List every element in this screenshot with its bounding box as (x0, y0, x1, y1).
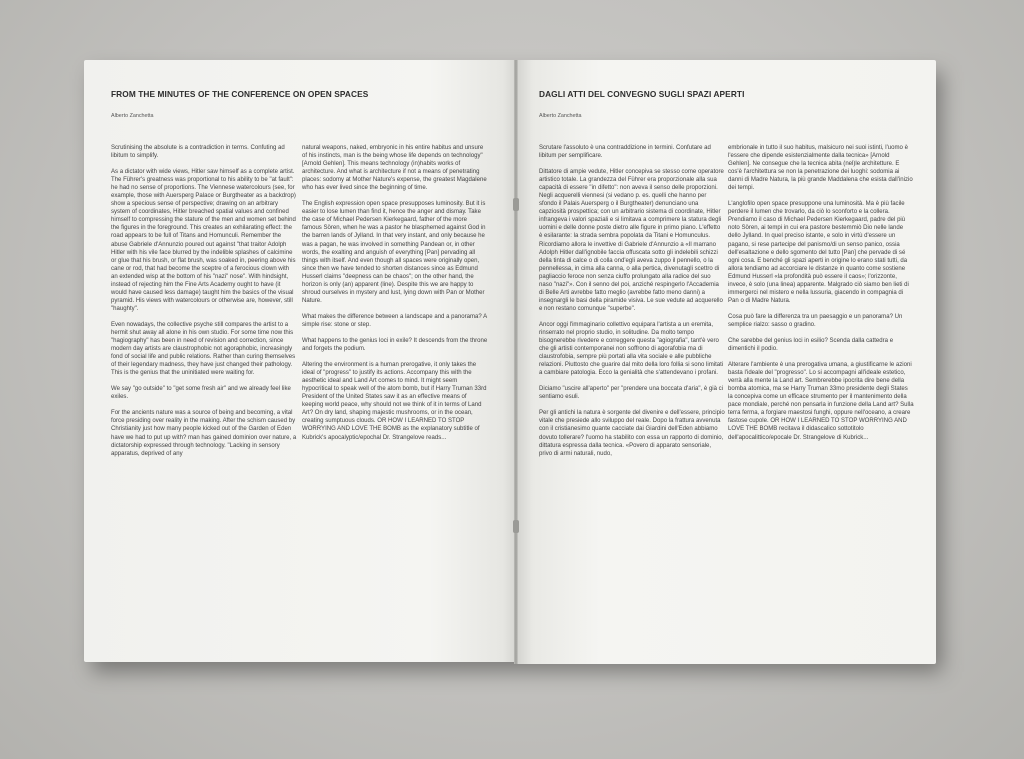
paragraph: L'anglofilo open space presuppone una luminosità. Ma è più facile perdere il lumen che trovarlo, da ciò lo sconforto e la collera. Prendiamo il caso di Michael Pedersen Kierkegaard, padre del più noto Sören, ai tempi in cui era pastore bestemmiò Dio nelle lande dello Jylland. In quel preciso istante, e solo in virtù d'essere un pagano, si rese partecipe del panismo/di un senso panico, ossia dell'esaltazione e dello sgomento del tutto [Pan] che pervade di sé ogni cosa. E benché gli spazi aperti in origine lo erano stati tutti, da allora tendiamo ad accorciare le distanze in quanto come sostiene Edmund Husserl «la profondità può essere il caos»; l'orizzonte, invece, è solo (una linea) apparente. Malgrado ciò siamo ben lieti di immergerci nel mistero e nella lussuria, giacendo in compagnia di Pan o di Madre Natura. (728, 201, 909, 304)
paragraph: Even nowadays, the collective psyche still compares the artist to a hermit shut away all alone in his own studio. For some time now this "hagiography" has been in need of revision and correction, since modern day artists are claustrophobic not agoraphobic, increasingly fond of social life and public relations. Rather than curing themselves of their legendary madness, they have just changed their pathology. This is the genius that the uninitiated were waiting for. (111, 321, 296, 377)
paragraph: Diciamo "uscire all'aperto" per "prendere una boccata d'aria", è già ci sentiamo esuli. (539, 386, 723, 401)
paragraph: The English expression open space presupposes luminosity. But it is easier to lose lumen than find it, hence the anger and dismay. Take the case of Michael Pedersen Kierkegaard, father of the more famous Sören, when he was a pastor he blasphemed against God in the barren lands of Jylland. In that very instant, and only because he was a pagan, he was involved in something Pandean or, in other words, the exalting and anguish of everything [Pan] pervading all things with itself. And even though all spaces were originally open, since then we have tended to shorten distances since as Edmund Husserl claims "deepness can be chaos"; on the other hand, the horizon is only (an) apparent (line). Despite this we are happy to shroud ourselves in mystery and lust, lying down with Pan or Mother Nature. (302, 201, 486, 304)
paragraph: Cosa può fare la differenza tra un paesaggio e un panorama? Un semplice rialzo: sasso o gradino. (728, 313, 903, 328)
author-name: Alberto Zanchetta (111, 113, 154, 119)
paragraph: Che sarebbe del genius loci in esilio? Scenda dalla cattedra e dimentichi il podio. (728, 337, 894, 353)
page-title: DAGLI ATTI DEL CONVEGNO SUGLI SPAZI APERTI (539, 89, 745, 99)
paragraph: embrionale in tutto il suo habitus, malsicuro nei suoi istinti, l'uomo è l'essere che dipende esistenzialmente dalla tecnica» [Arnold Gehlen]. Ne consegue che la tecnica abita (nel)le architetture. E cos'è l'architettura se non la penetrazione dei luoghi: sodomia ai danni di Madre Natura, la più grande Maddalena che esista dall'inizio dei tempi. (728, 145, 913, 192)
paragraph: Scrutinising the absolute is a contradiction in terms. Confuting ad libitum to simplify. (111, 145, 285, 160)
paragraph: Altering the environment is a human prerogative, it only takes the ideal of "progress" to justify its actions. Accompany this with the aesthetic ideal and Land Art comes to mind. It might seem hypocritical to speak well of the atom bomb, but if Harry Truman 33rd President of the United States saw it as an effective means of keeping world peace, why should not we think of it in terms of Land Art? On dry land, shaping majestic mushrooms, or in the ocean, creating sumptuous clouds. OR HOW I LEARNED TO STOP WORRYING AND LOVE THE BOMB as the explanatory subtitle of Kubrick's apocalyptic/epochal Dr. Strangelove reads... (302, 362, 487, 441)
paragraph: We say "go outside" to "get some fresh air" and we already feel like exiles. (111, 386, 291, 401)
text-column-2 (728, 144, 914, 450)
paragraph: natural weapons, naked, embryonic in his entire habitus and unsure of his instincts, man is the being whose life depends on technology" [Arnold Gehlen]. This means technology (in)habits works of architecture. And what is architecture if not a means of penetrating places: sodomy at Mother Nature's expense, the greatest Magdalene who has ever lived since the beginning of time. (302, 145, 487, 192)
paragraph: For the ancients nature was a source of being and becoming, a vital force presiding over reality in the making. After the schism caused by Christianity just how many people kicked out of the Garden of Eden have we had to put up with? man has gained dominion over nature, a dictatorship expressed through technology. "Lacking in sensory apparatus, deprived of any (111, 410, 297, 457)
paragraph: As a dictator with wide views, Hitler saw himself as a complete artist. The Führer's greatness was proportional to his ability to be "at fault": he had no sense of proportions. The Viennese watercolours (see, for example, those with Auersperg Palace or Burgtheater as a backdrop) show a specious sense of perspective; drawing on an arbitrary system of coordinates, Hitler breached spatial values and confined himself to compressing the stature of the men and women set behind the figures in the foreground. This creates an exhilarating effect: the road appears to be full of Titans and Homunculi. Remember the abuse Gabriele d'Annunzio poured out against "that traitor Adolph Hitler with his vile face blurred by the indelible splashes of calcimine or glue that his brush, or flat brush, was soaked in, peering above his cane or rod, that had become the sceptre of a ferocious clown with an extended wisp at the bottom of his "nazi" nose". With hindsight, instead of rejecting him the Fine Arts Academy ought to have (it would have caused less damage) taught him the basics of the visual pyramid. His views with watercolours or otherwise are, however, still "haughty". (111, 169, 296, 312)
paragraph: Scrutare l'assoluto è una contraddizione in termini. Confutare ad libitum per semplificare. (539, 145, 711, 160)
page-title: FROM THE MINUTES OF THE CONFERENCE ON OPEN SPACES (111, 89, 369, 99)
text-column-1 (539, 144, 725, 466)
paragraph: What makes the difference between a landscape and a panorama? A simple rise: stone or step. (302, 313, 487, 328)
paragraph: Dittatore di ampie vedute, Hitler concepiva se stesso come operatore artistico totale. La grandezza del Führer era proporzionale alla sua capacità di essere "in difetto": non aveva il senso delle proporzioni. Negli acquerelli viennesi (si vedano p. es. quelli che hanno per sfondo il Palais Auersperg o il Burgtheater) denunciano una capziosità prospettica; con un arbitrario sistema di coordinate, Hitler infrangeva i valori spaziali e si limitava a comprimere la statura degli uomini e delle donne poste dietro alle figure in primo piano. L'effetto è esilarante: la strada sembra popolata da Titani e Homunculus. Ricordiamo allora le invettive di Gabriele d'Annunzio a «Il marrano Adolph Hitler dall'ignobile faccia offuscata sotto gli indelebili schizzi della tinta di calce o di colla ond'egli aveva zuppo il pennello, o la pennellessa, in cima alla canna, o alla pertica, divenutagli scettro di pagliaccio feroce non senza ciuffo prolungato alla radice del suo naso "nazi"». Con il senno del poi, anziché respingerlo l'Accademia di Belle Arti avrebbe fatto meglio (avrebbe fatto meno danni) a insegnargli le basi della piramide visiva. Le sue vedute ad acquerello e non restano comunque "superbe". (539, 169, 724, 312)
text-column-1 (111, 144, 297, 466)
staple (513, 520, 519, 533)
author-name: Alberto Zanchetta (539, 113, 582, 119)
paragraph: What happens to the genius loci in exile? It descends from the throne and forgets the podium. (302, 337, 488, 353)
paragraph: Alterare l'ambiente è una prerogativa umana, a giustificarne le azioni basta l'ideale del "progresso". Lo si accompagni all'ideale estetico, verrà alla mente la Land art. Sembrerebbe ipocrita dire bene della bomba atomica, ma se Harry Truman 33mo presidente degli States la concepiva come un efficace strumento per il mantenimento della pace mondiale, perché non pensarla in funzione della Land art? Sulla terra ferma, a forgiare maestosi funghi, oppure nell'oceano, a creare fastose cupole. OR HOW I LEARNED TO STOP WORRYING AND LOVE THE BOMB recitava il didascalico sottotitolo dell'apocalittico/epocale Dr. Strangelove di Kubrick... (728, 362, 914, 441)
right-page (516, 60, 936, 664)
left-page (84, 60, 516, 662)
booklet-spine (514, 60, 518, 664)
text-column-2 (302, 144, 488, 450)
staple (513, 198, 519, 211)
paragraph: Ancor oggi l'immaginario collettivo equipara l'artista a un eremita, rinserrato nel proprio studio, in solitudine. Da molto tempo bisognerebbe rivedere e correggere questa "agiografia", tant'è vero che gli artisti contemporanei non soffrono di agorafobia ma di claustrofobia, sempre più portati alla vita sociale e alle pubbliche relazioni. Piuttosto che guarire dal mito della loro follia si sono limitati a cambiare patologia. Ecco la genialità che s'attendevano i profani. (539, 321, 724, 377)
paragraph: Per gli antichi la natura è sorgente del divenire e dell'essere, principio vitale che presiede allo sviluppo del reale. Dopo la frattura avvenuta con il cristianesimo quante cacciate dai Giardini dell'Eden abbiamo dovuto tollerare? l'uomo ha stabilito con essa un rapporto di dominio, dittatura espressa dalla tecnica. «Povero di apparato sensoriale, privo di armi naturali, nudo, (539, 410, 725, 457)
